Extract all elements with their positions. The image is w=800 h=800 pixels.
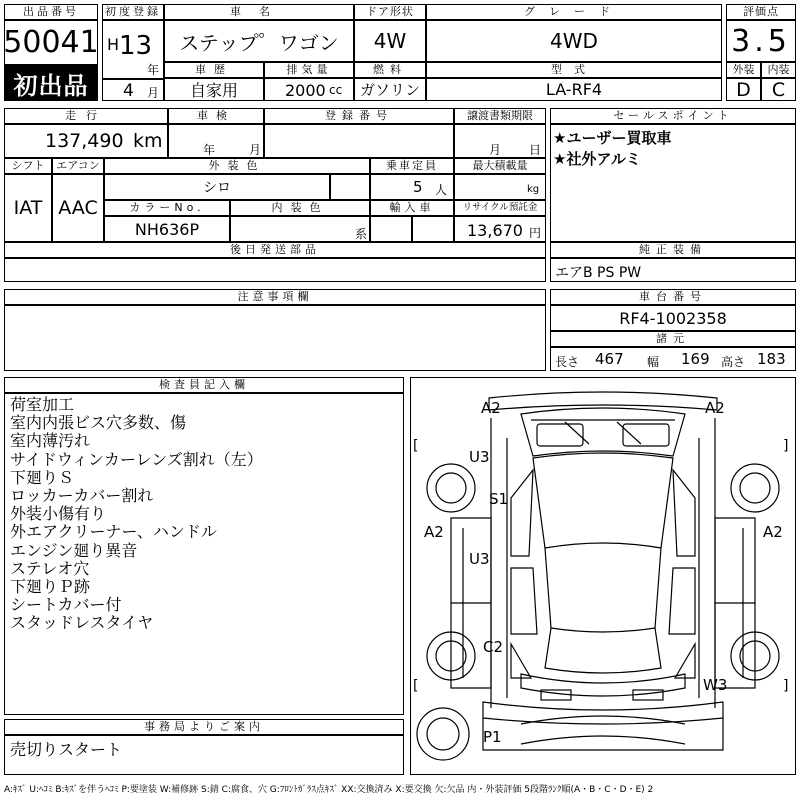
damage-diagram xyxy=(410,377,796,775)
model-label: 型式 xyxy=(426,62,722,78)
displacement-label: 排気量 xyxy=(264,62,354,78)
door-type-value: 4W xyxy=(373,29,407,53)
mileage-label: 走行 xyxy=(4,108,168,124)
damage-mark-w3: W3 xyxy=(703,676,728,694)
inspection xyxy=(168,124,264,158)
width-label: 幅 xyxy=(647,355,660,369)
exterior-grade-label: 外装 xyxy=(726,62,761,78)
exterior-color-value: シロ xyxy=(203,180,231,196)
car-outline-diagram xyxy=(411,378,795,774)
notes xyxy=(4,305,546,371)
interior-grade-label: 内装 xyxy=(761,62,796,78)
ac-label: エアコン xyxy=(52,158,104,174)
inspector-line: シートカバー付 xyxy=(10,595,122,615)
import-label: 輸入車 xyxy=(370,200,454,216)
inspector-line: ステレオ穴 xyxy=(10,558,90,578)
score-label: 評価点 xyxy=(726,4,796,20)
capacity-label: 乗車定員 xyxy=(370,158,454,174)
inspection-month-unit: 月 xyxy=(249,143,262,157)
shift xyxy=(4,174,52,242)
max-load-unit: kg xyxy=(527,184,540,195)
notes-label: 注意事項欄 xyxy=(4,289,546,305)
score-value: 3.5 xyxy=(731,23,791,59)
interior-grade-value: C xyxy=(771,78,786,101)
door-type xyxy=(354,20,426,62)
era-letter: H xyxy=(107,35,120,54)
bracket-left: [ xyxy=(413,438,419,454)
specs-label: 諸元 xyxy=(550,331,796,347)
width-value: 169 xyxy=(681,350,710,368)
inspector-line: 室内内張ビス穴多数、傷 xyxy=(10,413,187,433)
chassis-number-value: RF4-1002358 xyxy=(619,308,727,328)
registration-month-value: 4 xyxy=(123,81,134,101)
inspector-line: エンジン廻り異音 xyxy=(10,540,138,560)
transfer-deadline xyxy=(454,124,546,158)
model-value: LA-RF4 xyxy=(545,80,603,99)
inspector-line: サイドウィンカーレンズ割れ（左） xyxy=(10,449,263,469)
grade-label: グレード xyxy=(426,4,722,20)
inspector-line: 下廻りＳ xyxy=(10,467,75,487)
interior-grade xyxy=(761,78,796,101)
interior-color xyxy=(230,216,370,242)
history-label: 車歴 xyxy=(164,62,264,78)
office-label: 事務局よりご案内 xyxy=(4,719,404,735)
inspection-label: 車検 xyxy=(168,108,264,124)
recycle-fee xyxy=(454,216,546,242)
capacity-value: 5 xyxy=(413,178,423,196)
sales-points-label: セールスポイント xyxy=(550,108,796,124)
score xyxy=(726,20,796,62)
inspector-line: ロッカーカバー割れ xyxy=(10,486,154,506)
registration-number-label: 登録番号 xyxy=(264,108,454,124)
history xyxy=(164,78,264,101)
factory-equipment xyxy=(550,258,796,282)
max-load-label: 最大積載量 xyxy=(454,158,546,174)
color-no-label: カラーNo. xyxy=(104,200,230,216)
displacement-unit: cc xyxy=(329,83,343,97)
import-left xyxy=(370,216,412,242)
damage-mark-s1: S1 xyxy=(489,490,509,508)
mileage-unit: km xyxy=(133,130,163,152)
damage-mark-a2-right: A2 xyxy=(763,523,783,541)
later-parts-label: 後日発送部品 xyxy=(4,242,546,258)
sales-point-item: ★ユーザー買取車 xyxy=(553,129,672,147)
fuel xyxy=(354,78,426,101)
inspector-line: 外エアクリーナー、ハンドル xyxy=(10,522,217,542)
import-right xyxy=(412,216,454,242)
capacity xyxy=(370,174,454,200)
registration-month xyxy=(102,79,164,101)
displacement xyxy=(264,78,354,101)
inspector-line: スタッドレスタイヤ xyxy=(10,613,154,633)
door-label: ドア形状 xyxy=(354,4,426,20)
damage-mark-a2-left: A2 xyxy=(424,523,444,541)
length-value: 467 xyxy=(595,350,624,368)
transfer-deadline-label: 譲渡書類期限 xyxy=(454,108,546,124)
later-parts xyxy=(4,258,546,282)
capacity-unit: 人 xyxy=(435,183,448,197)
sales-points xyxy=(550,124,796,242)
lot-number xyxy=(4,20,98,65)
bracket-left-lower: [ xyxy=(413,678,419,694)
first-listing-text: 初出品 xyxy=(13,71,89,100)
interior-color-label: 内装色 xyxy=(230,200,370,216)
damage-mark-a2-front-right: A2 xyxy=(705,399,725,417)
shift-label: シフト xyxy=(4,158,52,174)
damage-mark-c2: C2 xyxy=(483,638,504,656)
registration-year: 13 xyxy=(119,31,153,61)
height-value: 183 xyxy=(757,350,786,368)
damage-mark-u3-top: U3 xyxy=(469,448,490,466)
first-registration xyxy=(102,20,164,79)
damage-mark-p1: P1 xyxy=(483,728,502,746)
specs xyxy=(550,347,796,371)
year-unit: 年 xyxy=(147,63,160,77)
car-name-label: 車名 xyxy=(164,4,354,20)
bracket-right-lower: ] xyxy=(783,678,789,694)
bracket-right: ] xyxy=(783,438,789,454)
legend: A:ｷｽﾞ U:ﾍｺﾐ B:ｷｽﾞを伴うﾍｺﾐ P:要塗装 W:補修跡 S:錆 C:腐食、穴 G:ﾌﾛﾝﾄｶﾞﾗｽ点ｷｽﾞ XX:交換済み X:要交換 欠:欠品 内・外装評価 5段階ﾗﾝｸ順(A・B・C・D・E) 2 xyxy=(4,785,654,795)
recycle-fee-label: リサイクル預託金 xyxy=(454,200,546,216)
inspection-year-unit: 年 xyxy=(203,143,216,157)
inspector-label: 検査員記入欄 xyxy=(4,377,404,393)
displacement-value: 2000 xyxy=(285,81,326,100)
car-name-value: ステップ゜ワゴン xyxy=(179,30,339,55)
inspector-line: 室内薄汚れ xyxy=(10,431,91,451)
shift-value: IAT xyxy=(13,197,43,219)
lot-number-value: 50041 xyxy=(3,25,99,60)
fuel-label: 燃料 xyxy=(354,62,426,78)
registration-number xyxy=(264,124,454,158)
grade-value: 4WD xyxy=(550,29,598,53)
factory-equipment-label: 純正装備 xyxy=(550,242,796,258)
sales-point-item: ★社外アルミ xyxy=(553,150,641,168)
car-name xyxy=(164,20,354,62)
first-listing-badge xyxy=(4,65,98,101)
inspector-line: 外装小傷有り xyxy=(10,504,107,524)
history-value: 自家用 xyxy=(189,81,238,100)
exterior-color-label: 外装色 xyxy=(104,158,370,174)
recycle-fee-value: 13,670 xyxy=(467,221,523,240)
exterior-color-extra xyxy=(330,174,370,200)
color-no-value: NH636P xyxy=(134,219,200,239)
model xyxy=(426,78,722,101)
damage-mark-a2-front-left: A2 xyxy=(481,399,501,417)
recycle-fee-unit: 円 xyxy=(529,226,542,240)
transfer-day-unit: 日 xyxy=(529,143,542,157)
mileage-value: 137,490 xyxy=(45,130,124,152)
office-notice xyxy=(4,735,404,775)
height-label: 高さ xyxy=(721,355,746,369)
interior-color-unit: 系 xyxy=(355,227,368,241)
factory-equipment-value: エアB PS PW xyxy=(555,265,642,281)
color-no xyxy=(104,216,230,242)
transfer-month-unit: 月 xyxy=(489,143,502,157)
damage-mark-u3-mid: U3 xyxy=(469,550,490,568)
exterior-color xyxy=(104,174,330,200)
first-registration-label: 初度登録 xyxy=(102,4,164,20)
max-load xyxy=(454,174,546,200)
chassis-number xyxy=(550,305,796,331)
fuel-value: ガソリン xyxy=(359,81,420,99)
chassis-label: 車台番号 xyxy=(550,289,796,305)
grade xyxy=(426,20,722,62)
length-label: 長さ xyxy=(555,355,580,369)
inspector-line: 荷室加工 xyxy=(10,395,75,414)
inspector-line: 下廻りＰ跡 xyxy=(10,577,91,597)
exterior-grade xyxy=(726,78,761,101)
mileage xyxy=(4,124,168,158)
month-unit: 月 xyxy=(147,86,160,100)
office-notice-text: 売切りスタート xyxy=(10,740,123,759)
lot-number-label: 出品番号 xyxy=(4,4,98,20)
ac xyxy=(52,174,104,242)
inspector-notes xyxy=(4,393,404,715)
exterior-grade-value: D xyxy=(736,78,751,101)
ac-value: AAC xyxy=(58,197,98,219)
